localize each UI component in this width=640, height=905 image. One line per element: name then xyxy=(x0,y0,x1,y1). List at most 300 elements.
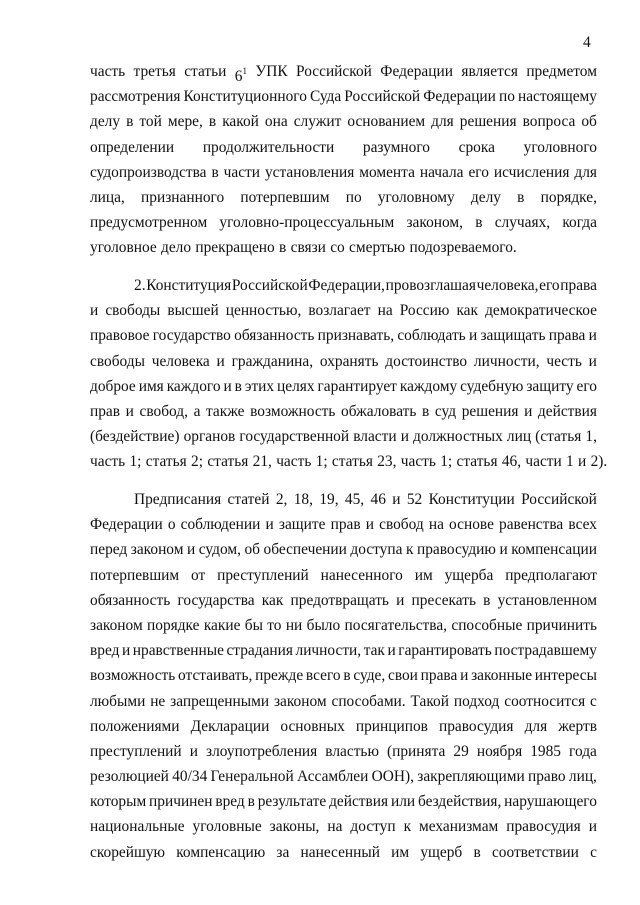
word: личности, xyxy=(473,352,540,370)
text-line xyxy=(90,613,597,638)
word: Россию xyxy=(399,302,450,320)
word: свобод, xyxy=(139,402,188,420)
word: посягательства, xyxy=(344,616,448,634)
word: и xyxy=(189,742,198,760)
word: на xyxy=(377,302,393,320)
word: и xyxy=(524,402,533,420)
word: соблюдать xyxy=(397,327,466,345)
word: предполагают xyxy=(505,566,597,584)
word: в xyxy=(247,793,255,811)
word: доброе xyxy=(90,377,136,395)
word: его xyxy=(576,377,597,395)
word: и xyxy=(588,818,597,836)
word: в xyxy=(473,843,481,861)
word: Конституции xyxy=(428,491,515,508)
word: результате xyxy=(257,793,327,811)
text-line xyxy=(90,424,597,449)
word: также xyxy=(206,402,245,420)
word: запрещенными xyxy=(170,692,270,710)
word: части xyxy=(525,453,562,471)
superscript: 1 xyxy=(242,66,247,76)
word: и xyxy=(265,516,274,534)
word: компенсацию xyxy=(176,843,266,861)
word: имя xyxy=(138,377,164,395)
text-line xyxy=(90,449,608,474)
word: обязанность xyxy=(234,327,315,345)
word: и xyxy=(365,516,374,534)
word: законы, xyxy=(269,818,320,836)
word: и xyxy=(588,352,597,370)
word: потерпевшим xyxy=(240,188,330,206)
word: подозреваемого. xyxy=(409,239,517,257)
text-line xyxy=(90,59,597,84)
word: прежде xyxy=(255,667,304,685)
word: уголовного xyxy=(523,138,597,156)
word: ноября xyxy=(476,742,523,760)
word: Российской xyxy=(231,277,308,294)
word: любыми xyxy=(90,692,146,710)
word: нарушающего xyxy=(504,793,597,811)
word: возлагает xyxy=(308,302,371,320)
text-line xyxy=(90,840,597,865)
word: преступлений xyxy=(217,566,309,584)
word: по xyxy=(498,88,515,106)
word: гарантирует xyxy=(317,377,397,395)
word: к xyxy=(403,818,412,836)
word: Конституция xyxy=(146,277,232,294)
word: и xyxy=(392,491,401,508)
text-line xyxy=(90,160,597,185)
word: судебную xyxy=(460,377,524,395)
word: статья xyxy=(331,453,373,471)
word: Суда xyxy=(309,88,342,106)
paragraph xyxy=(90,487,597,865)
word: Российской xyxy=(344,88,421,106)
word: 1, xyxy=(585,428,597,446)
word: делу xyxy=(90,113,121,131)
word: права xyxy=(560,277,597,294)
word: статьи xyxy=(184,63,227,80)
text-line xyxy=(90,537,597,562)
word: жертв xyxy=(558,717,597,735)
word: третья xyxy=(133,63,176,80)
word: государство xyxy=(152,327,231,345)
word: злоупотребления xyxy=(206,742,318,760)
word: как xyxy=(456,302,478,320)
word: человека xyxy=(151,352,210,370)
text-line xyxy=(90,588,597,613)
word: о xyxy=(167,516,176,534)
word: вопроса xyxy=(522,113,576,131)
word: той xyxy=(139,113,162,131)
word: в xyxy=(343,667,351,685)
word: лица, xyxy=(90,188,125,206)
word: бы xyxy=(244,616,263,634)
word: рассмотрения xyxy=(90,88,181,106)
word: с xyxy=(590,692,597,710)
word: страдания xyxy=(226,642,293,660)
word: ни xyxy=(285,616,303,634)
word: органов xyxy=(183,428,236,446)
word: доступ xyxy=(350,818,396,836)
word: целях xyxy=(277,377,315,395)
word: личности, xyxy=(295,642,362,660)
word: возможность xyxy=(90,667,176,685)
word: 1; xyxy=(440,453,453,471)
word: равенства xyxy=(499,516,564,534)
text-line xyxy=(90,323,597,348)
word: порядке, xyxy=(540,188,597,206)
word: суд xyxy=(434,402,457,420)
word: в xyxy=(234,377,242,395)
word: с xyxy=(590,843,597,861)
word: на xyxy=(327,818,343,836)
word: признавать, xyxy=(317,327,395,345)
word: 1985 xyxy=(530,742,561,760)
word: часть xyxy=(90,453,126,471)
text-line xyxy=(90,374,597,399)
word: права xyxy=(420,667,458,685)
word: и xyxy=(125,402,134,420)
word: прекращено xyxy=(195,239,275,257)
word: $6^1$ xyxy=(234,66,247,85)
word: в xyxy=(279,239,287,257)
word: об xyxy=(244,541,261,559)
word: механизмам xyxy=(419,818,499,836)
word: Федерации xyxy=(423,88,496,106)
word: честь xyxy=(546,352,582,370)
word: и xyxy=(121,642,131,660)
word: (бездействие) xyxy=(90,428,180,446)
word: дело xyxy=(161,239,192,257)
word: должностных xyxy=(413,428,503,446)
word: законные xyxy=(471,667,533,685)
word: преступлений xyxy=(90,742,182,760)
text-line xyxy=(90,739,597,764)
text-line xyxy=(90,185,597,210)
word: порядке xyxy=(147,616,200,634)
word: каждому xyxy=(399,377,458,395)
word: об xyxy=(581,113,597,131)
word: то xyxy=(267,616,282,634)
word: 29 xyxy=(453,742,469,760)
word: Предписания xyxy=(134,491,222,508)
word: смертью xyxy=(349,239,406,257)
word: свобод xyxy=(379,516,424,534)
word: соблюдении xyxy=(180,516,261,534)
word: статья xyxy=(456,453,498,471)
word: 2). xyxy=(590,453,608,471)
word: в xyxy=(483,591,491,609)
word: основе xyxy=(449,516,494,534)
word: предотвращать xyxy=(290,591,389,609)
text-line xyxy=(90,512,597,537)
text-line xyxy=(90,349,597,374)
word: причинен xyxy=(149,793,213,811)
word: 23, xyxy=(377,453,397,471)
word: 52 xyxy=(406,491,423,508)
word: им xyxy=(414,566,433,584)
text-line xyxy=(90,563,597,588)
word: уголовное xyxy=(90,239,157,257)
word: 2. xyxy=(134,277,146,294)
word: в xyxy=(211,163,219,181)
word: соответствии xyxy=(491,843,579,861)
word: в xyxy=(126,113,134,131)
word: ущерба xyxy=(444,566,494,584)
word: 21, xyxy=(252,453,272,471)
word: уголовные xyxy=(192,818,262,836)
word: судопроизводства xyxy=(90,163,207,181)
word: законом xyxy=(273,692,327,710)
text-line xyxy=(90,814,597,839)
word: мере, xyxy=(167,113,203,131)
paragraph xyxy=(90,59,597,261)
word: пострадавшему xyxy=(494,642,597,660)
word: и xyxy=(588,327,597,345)
word: какие xyxy=(203,616,241,634)
text-line xyxy=(90,273,597,298)
word: УПК xyxy=(255,63,288,80)
word: статей xyxy=(227,491,270,508)
word: основанием xyxy=(347,113,426,131)
word: человека, xyxy=(476,277,539,294)
word: и xyxy=(400,428,409,446)
word: компенсации xyxy=(511,541,597,559)
word: законом xyxy=(90,616,143,634)
word: лиц xyxy=(506,428,532,446)
word: статья xyxy=(207,453,249,471)
word: и xyxy=(186,541,196,559)
word: Российской xyxy=(296,63,372,80)
word: Федерации xyxy=(90,516,163,534)
word: властью xyxy=(325,742,379,760)
word: разумного xyxy=(362,138,430,156)
word: случаях, xyxy=(494,214,551,232)
word: для xyxy=(574,163,597,181)
word: было xyxy=(306,616,341,634)
word: (принята xyxy=(387,742,446,760)
word: на xyxy=(428,516,444,534)
word: Федерации, xyxy=(308,277,385,294)
word: срока xyxy=(458,138,495,156)
word: от xyxy=(191,566,206,584)
word: решения xyxy=(461,402,519,420)
word: для xyxy=(524,717,548,735)
text-line xyxy=(90,399,597,424)
word: по xyxy=(345,188,362,206)
word: возможность xyxy=(250,402,336,420)
text-line xyxy=(90,714,597,739)
word: (статья xyxy=(535,428,582,446)
word: Декларации xyxy=(190,717,270,735)
word: или xyxy=(390,793,416,811)
text-line xyxy=(90,789,597,814)
word: свободы xyxy=(90,352,145,370)
word: делу xyxy=(470,188,501,206)
word: установленном xyxy=(497,591,597,609)
word: суде, xyxy=(353,667,386,685)
word: в xyxy=(517,188,525,206)
text-line xyxy=(90,638,597,663)
word: предусмотренном xyxy=(90,214,208,232)
word: соотносится xyxy=(504,692,586,710)
word: способные xyxy=(451,616,523,634)
word: обеспечении xyxy=(263,541,347,559)
word: всех xyxy=(568,516,597,534)
word: охранять xyxy=(319,352,379,370)
word: исчисления xyxy=(493,163,570,181)
word: государственной xyxy=(239,428,350,446)
document-body xyxy=(90,59,608,877)
word: не xyxy=(150,692,166,710)
word: Конституционного xyxy=(183,88,307,106)
word: нанесенного xyxy=(320,566,403,584)
word: 45, xyxy=(344,491,365,508)
word: положениями xyxy=(90,717,180,735)
word: ООН), xyxy=(371,768,414,786)
word: свои xyxy=(387,667,418,685)
word: признанного xyxy=(141,188,225,206)
word: в xyxy=(422,402,430,420)
word: Федерации xyxy=(380,63,453,80)
word: обязанность xyxy=(90,591,171,609)
word: Генеральной xyxy=(210,768,294,786)
word: правосудию xyxy=(417,541,496,559)
word: установления xyxy=(264,163,355,181)
word: 46 xyxy=(370,491,386,508)
word: продолжительности xyxy=(202,138,335,156)
word: гражданина, xyxy=(231,352,314,370)
word: в xyxy=(208,113,217,131)
word: предметом xyxy=(526,63,597,80)
word: связи xyxy=(290,239,326,257)
word: части xyxy=(223,163,261,181)
word: она xyxy=(264,113,288,131)
word: 18, xyxy=(293,491,313,508)
word: демократическое xyxy=(485,302,597,320)
word: принципов xyxy=(355,717,428,735)
word: бездействия, xyxy=(417,793,502,811)
word: судом, xyxy=(198,541,241,559)
word: для xyxy=(431,113,454,131)
word: решения xyxy=(459,113,517,131)
word: им xyxy=(391,843,410,861)
word: защите xyxy=(278,516,326,534)
word: 46, xyxy=(501,453,522,471)
word: настоящему xyxy=(517,88,597,106)
word: так xyxy=(363,642,385,660)
word: действия xyxy=(329,793,389,811)
word: защищать xyxy=(480,327,546,345)
word: часть xyxy=(276,453,312,471)
text-line xyxy=(90,764,597,789)
word: служит xyxy=(293,113,342,131)
word: нравственные xyxy=(132,642,224,660)
word: и xyxy=(468,327,478,345)
word: право xyxy=(528,768,566,786)
word: и xyxy=(223,377,232,395)
text-line xyxy=(90,84,597,109)
word: высшей xyxy=(167,302,219,320)
text-line xyxy=(90,689,597,714)
word: достоинство xyxy=(385,352,468,370)
text-line xyxy=(90,663,597,688)
word: его xyxy=(539,277,560,294)
word: обжаловать xyxy=(341,402,417,420)
word: этих xyxy=(244,377,275,395)
word: власти xyxy=(353,428,397,446)
word: лиц, xyxy=(568,768,597,786)
word: 2; xyxy=(191,453,204,471)
word: государства xyxy=(177,591,255,609)
word: и xyxy=(90,302,99,320)
word: 40/34 xyxy=(172,768,208,786)
word: какой xyxy=(222,113,259,131)
word: момента xyxy=(359,163,415,181)
word: резолюцией xyxy=(90,768,169,786)
word: защиту xyxy=(526,377,574,395)
word: начала xyxy=(419,163,464,181)
word: уголовно-процессуальным xyxy=(219,214,395,232)
word: со xyxy=(330,239,345,257)
word: ущерб xyxy=(420,843,463,861)
word: часть xyxy=(400,453,436,471)
word: как xyxy=(261,591,284,609)
word: и xyxy=(460,667,469,685)
word: часть xyxy=(90,63,126,80)
word: в xyxy=(475,214,483,232)
word: провозглашая xyxy=(385,277,476,294)
word: которым xyxy=(90,793,147,811)
word: 19, xyxy=(319,491,339,508)
word: правосудия xyxy=(506,818,581,836)
word: отстаивать, xyxy=(178,667,253,685)
word: является xyxy=(461,63,518,80)
word: действия xyxy=(537,402,597,420)
word: каждого xyxy=(166,377,221,395)
word: прав xyxy=(90,402,121,420)
word: вред xyxy=(90,642,120,660)
word: за xyxy=(276,843,290,861)
word: и xyxy=(578,453,587,471)
word: всего xyxy=(305,667,341,685)
word: гарантировать xyxy=(398,642,492,660)
word: перед xyxy=(90,541,128,559)
word: уголовному xyxy=(377,188,455,206)
word: его xyxy=(468,163,489,181)
word: а xyxy=(193,402,201,420)
word: статья xyxy=(145,453,187,471)
word: потерпевшим xyxy=(90,566,180,584)
word: подход xyxy=(453,692,500,710)
text-line xyxy=(90,135,597,160)
word: способами. xyxy=(331,692,406,710)
word: правосудия xyxy=(438,717,514,735)
word: 1; xyxy=(129,453,142,471)
text-line xyxy=(90,487,597,512)
text-line xyxy=(90,298,597,323)
word: Российской xyxy=(521,491,597,508)
word: Такой xyxy=(410,692,449,710)
word: национальные xyxy=(90,818,185,836)
word: нанесенный xyxy=(300,843,380,861)
word: скорейшую xyxy=(90,843,166,861)
page-number: 4 xyxy=(583,34,591,51)
word: закрепляющими xyxy=(417,768,525,786)
word: правовое xyxy=(90,327,150,345)
word: прав xyxy=(330,516,361,534)
